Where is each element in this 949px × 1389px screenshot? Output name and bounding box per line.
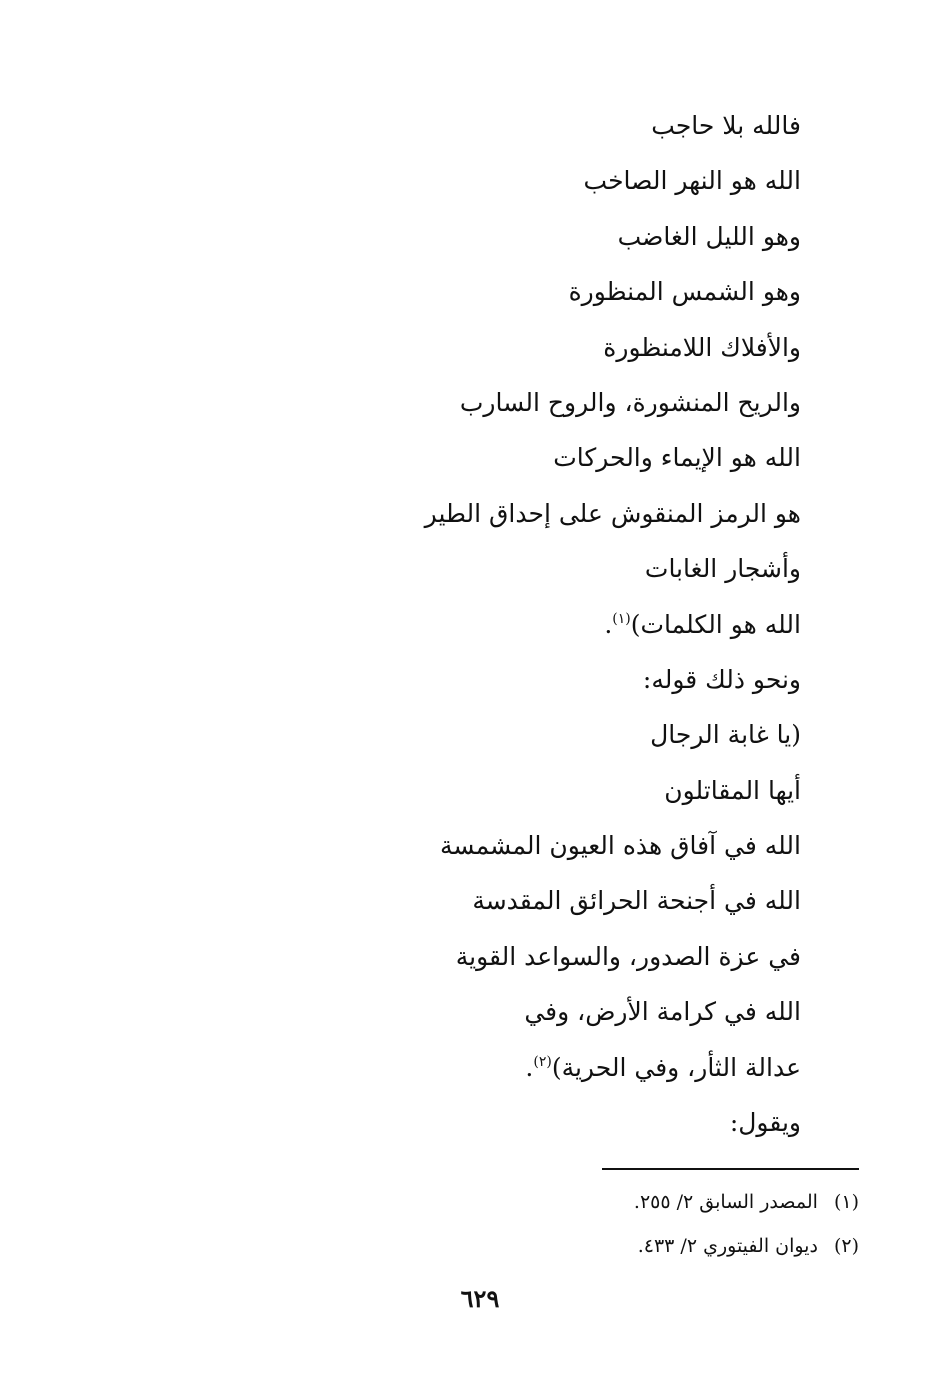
footnote-item [439, 1180, 859, 1224]
footnotes [439, 1180, 859, 1268]
poem-line: وأشجار الغابات [644, 554, 801, 584]
poem-line-text: عدالة الثأر، وفي الحرية) [551, 1052, 801, 1082]
poem-line: والريح المنشورة، والروح السارب [459, 387, 801, 417]
poem-line: في عزة الصدور، والسواعد القوية [455, 941, 801, 971]
poem-line: الله في أجنحة الحرائق المقدسة [472, 886, 801, 916]
poem-line [381, 1040, 801, 1095]
footnote-text: ديوان الفيتوري ٢/ ٤٣٣. [637, 1235, 818, 1257]
footnote-reference-1[interactable]: (١) [612, 610, 631, 627]
poem-line [381, 597, 801, 652]
footnote-divider [602, 1168, 859, 1170]
poem-text [381, 98, 801, 1150]
poem-line: الله في كرامة الأرض، وفي [524, 997, 801, 1027]
poem-line: أيها المقاتلون [664, 775, 801, 805]
footnote-text: المصدر السابق ٢/ ٢٥٥. [633, 1191, 818, 1213]
poem-line: وهو الشمس المنظورة [568, 277, 801, 307]
poem-line: والأفلاك اللامنظورة [603, 332, 801, 362]
poem-line: فالله بلا حاجب [651, 111, 801, 140]
period: . [604, 609, 613, 639]
poem-line: ويقول: [729, 1108, 801, 1138]
footnote-marker: (٢) [833, 1235, 859, 1257]
poem-line: (يا غابة الرجال [650, 720, 801, 750]
poem-line: هو الرمز المنقوش على إحداق الطير [424, 498, 801, 528]
poem-line: الله هو النهر الصاخب [583, 166, 801, 196]
footnote-reference-2[interactable]: (٢) [533, 1053, 552, 1070]
poem-line: وهو الليل الغاضب [617, 221, 801, 251]
footnote-item [439, 1224, 859, 1268]
poem-line-text: الله هو الكلمات) [630, 609, 801, 639]
poem-line: الله في آفاق هذه العيون المشمسة [440, 831, 801, 861]
page-number: ٦٢٩ [460, 1284, 500, 1313]
period: . [525, 1052, 534, 1082]
footnote-marker: (١) [833, 1191, 859, 1213]
poem-line: ونحو ذلك قوله: [642, 664, 801, 694]
poem-line: الله هو الإيماء والحركات [553, 443, 801, 473]
